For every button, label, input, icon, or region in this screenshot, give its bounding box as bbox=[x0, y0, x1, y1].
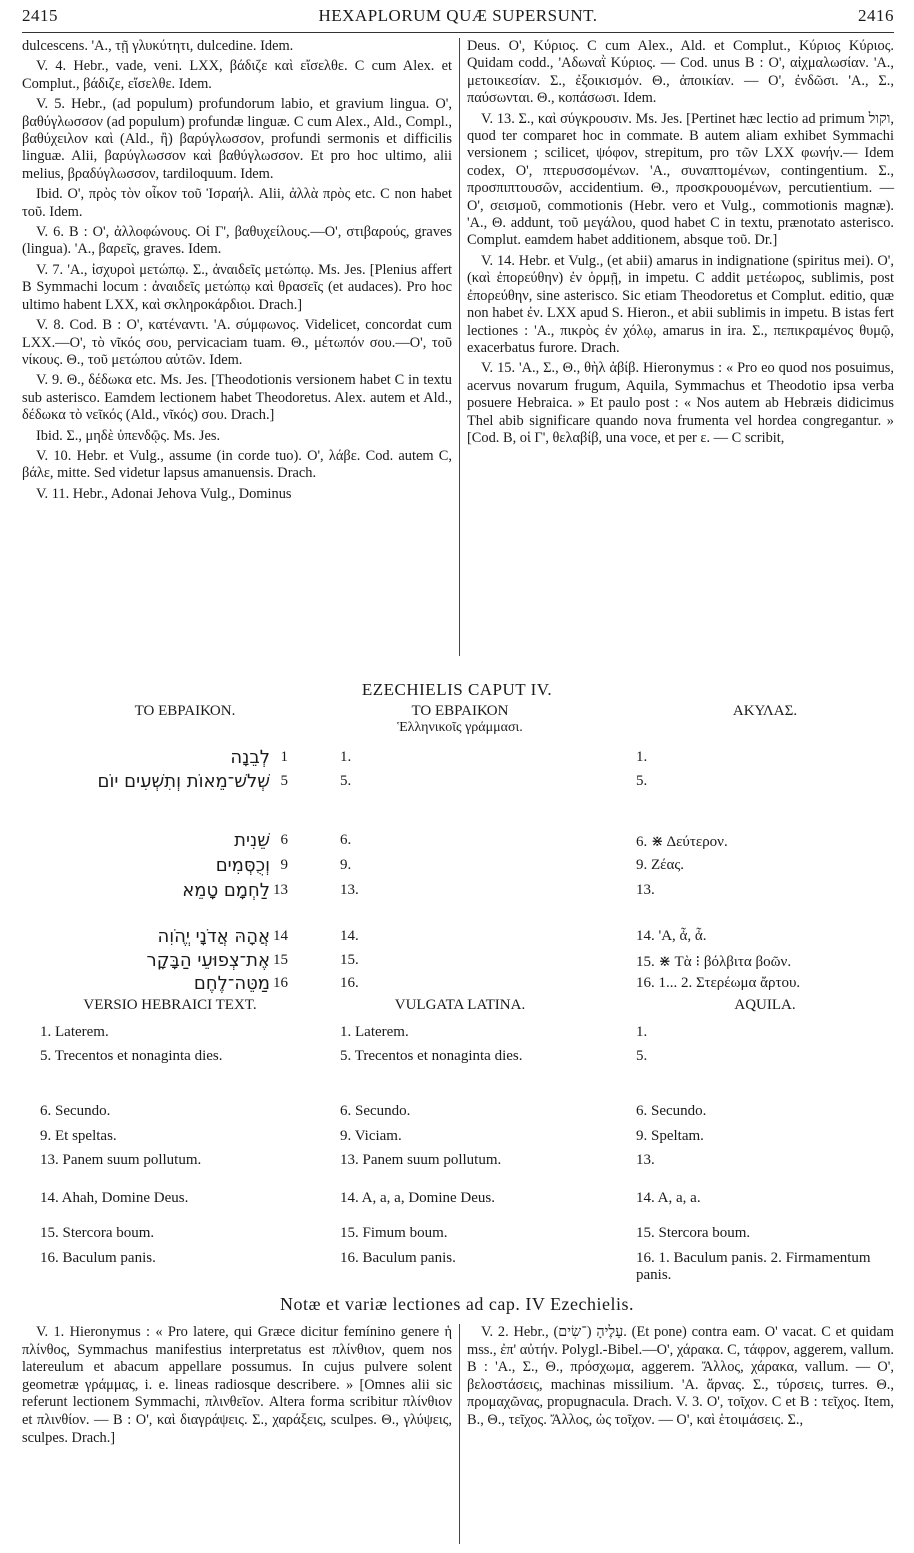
vulgate-cell: 9. Viciam. bbox=[340, 1128, 402, 1144]
table1-header-1: ΤΟ ΕΒΡΑΙΚΟΝ. bbox=[134, 703, 236, 719]
transliteration-cell: 16. bbox=[340, 975, 359, 991]
paragraph: V. 14. Hebr. et Vulg., (et abii) amarus in indignatione (spiritus mei). Ο', (καὶ ἐπορεύθην) ἐν ὁρμῇ, in impetu. C addit μετέωρος, sublimis, post ἐπορεύθην, sine asterisco. Sic etiam Theodoretus et Complut. editio, quæ non habet ἐν. LXX apud S. Hieron., et abii sublimis in impetu. B istas fert lectiones : 'Α., πικρὸς ἐν χόλῳ, amarus in ira. Σ., πεπικραμένος θυμῷ, exacerbatus furore. Drach. bbox=[467, 252, 894, 356]
paragraph: V. 6. B : Ο', ἀλλοφώνους. Οἱ Γ', βαθυχείλους.—Ο', στιβαρούς, graves (lingua). 'Α., βαρεῖς, graves. Idem. bbox=[22, 224, 452, 258]
vulgate-cell: 14. A, a, a, Domine Deus. bbox=[340, 1190, 495, 1206]
hebrew-word: לַחְמָם טָמֵא bbox=[182, 880, 270, 901]
left-column bbox=[22, 38, 452, 506]
running-title: HEXAPLORUM QUÆ SUPERSUNT. bbox=[318, 6, 598, 25]
verse-number: 1 bbox=[280, 749, 288, 765]
verse-number: 9 bbox=[280, 857, 288, 873]
page-number-right: 2416 bbox=[858, 6, 894, 25]
version-cell: 1. Laterem. bbox=[40, 1024, 109, 1040]
transliteration-cell: 1. bbox=[340, 749, 352, 765]
running-header bbox=[22, 6, 894, 30]
verse-number: 6 bbox=[280, 832, 288, 848]
version-cell: 6. Secundo. bbox=[40, 1103, 111, 1119]
verse-number: 15 bbox=[273, 952, 288, 968]
version-cell: 16. Baculum panis. bbox=[40, 1250, 156, 1266]
paragraph: V. 15. 'Α., Σ., Θ., θὴλ ἀβίβ. Hieronymus : « Pro eo quod nos posuimus, acervus novarum frugum, Aquila, Symmachus et Theodotio ipsa verba posuere Hebraica. » Et paulo post : « Nos autem ab Hebræis didicimus Thel abib significare quando nova frumenta vel hordea congregantur. » [Cod. B, οἱ Γ', θελαβίβ, una voce, et per ε. — C scribit, bbox=[467, 360, 894, 446]
transliteration-cell: 6. bbox=[340, 832, 352, 848]
paragraph: V. 2. Hebr., עָלֶיהָ (־שִׂים). (Et pone) contra eam. Ο' vacat. C et quidam mss., ἐπ' αὐτήν. Polygl.-Bibel.—Ο', χάρακα. C, τάφρον, aggerem, vallum. B : 'Α., Σ., Θ., πρόσχωμα, aggerem. Ἄλλος, χάρακα, vallum. — Ο', βελοστάσεις, machinas missilium. 'Α. ἄρνας. Σ., τύρσεις, turres. Θ., προμαχῶνας, propugnacula. Drach. V. 3. Ο', τοῖχον. C et B : τεῖχος. Item, B., Θ., τεῖχος. Ἄλλος, ὡς τοῖχον. — Ο', καὶ ἑτοιμάσεις. Σ., bbox=[467, 1324, 895, 1428]
transliteration-cell: 15. bbox=[340, 952, 359, 968]
hebrew-word: מַטֵּה־לֶחֶם bbox=[193, 973, 270, 994]
aquila-cell: 9. Speltam. bbox=[636, 1128, 704, 1144]
header-subtitle: Ἑλληνικοῖς γράμμασι. bbox=[397, 720, 523, 735]
aquila-cell: 14. A, a, a. bbox=[636, 1190, 701, 1206]
paragraph: V. 1. Hieronymus : « Pro latere, qui Græce dicitur femínino genere ἡ πλίνθος, Symmachus manifestius interpretatus est πλίνθιον, quem nos latereulum et abacum appellare possumus. In cujus pulvere solent geometræ γράμμας, i. e. lineas radiosque describere. » [Omnes alii sic referunt lectionem Symmachi, πλινθεῖον. Altera forma scribitur πλίνθιον et πλινθίον. — B : Ο', καὶ διαγράψεις. Σ., χαράξεις, sculpes. Θ., γλύψεις, sculpes. Drach.] bbox=[22, 1324, 452, 1446]
paragraph: Ibid. Σ., μηδὲ ὑπενδῷς. Ms. Jes. bbox=[36, 427, 221, 444]
aquila-cell: 13. bbox=[636, 882, 655, 898]
hebrew-word: לְבֵנָה bbox=[230, 747, 270, 768]
version-cell: 14. Ahah, Domine Deus. bbox=[40, 1190, 189, 1206]
transliteration-cell: 9. bbox=[340, 857, 352, 873]
aquila-cell: 5. bbox=[636, 1048, 648, 1064]
aquila-cell: 15. Stercora boum. bbox=[636, 1225, 751, 1241]
verse-number: 16 bbox=[273, 975, 288, 991]
aquila-cell: 5. bbox=[636, 773, 648, 789]
aquila-cell: 9. Ζέας. bbox=[636, 857, 685, 873]
column-divider bbox=[459, 1324, 460, 1544]
notes-right-column bbox=[467, 1324, 894, 1430]
hebrew-word: וְכֻסְּמִים bbox=[215, 855, 270, 876]
paragraph: V. 13. Σ., καὶ σύγκρουσιν. Ms. Jes. [Pertinet hæc lectio ad primum וקול, quod ter comparet hoc in commate. B autem aliam exhibet Symmachi versionem ; scilicet, ψόφον, strepitum, pro τῶν LXX φωνήν.— Idem codex, Ο', πτερυσσομένων. 'Α., συναπτομένων, contingentium. Σ., προσπιπτουσῶν, accidentium. Θ., προσκρουομένων, percutientium. — Ο', σεισμοῦ, commotionis (Hebr. vero et Vulg., commotionis magnæ). 'Α., Θ. addunt, τοῦ μεγάλου, quod habet C in textu, prænotato asterisco. Complut. eamdem habet additionem, absque τοῦ. Dr.] bbox=[467, 110, 894, 249]
paragraph: Ibid. Ο', πρὸς τὸν οἶκον τοῦ Ἰσραήλ. Alii, ἀλλὰ πρὸς etc. C non habet τοῦ. Idem. bbox=[22, 186, 452, 220]
table1-header-2 bbox=[330, 703, 590, 736]
aquila-cell: 1. bbox=[636, 1024, 648, 1040]
transliteration-cell: 14. bbox=[340, 928, 359, 944]
aquila-cell: 15. ⋇ Τὰ ⁝ βόλβιτα βοῶν. bbox=[636, 954, 792, 970]
header-rule bbox=[22, 32, 894, 33]
version-cell: 5. Trecentos et nonaginta dies. bbox=[40, 1048, 223, 1064]
verse-number: 14 bbox=[273, 928, 288, 944]
vulgate-cell: 15. Fimum boum. bbox=[340, 1225, 448, 1241]
vulgate-cell: 5. Trecentos et nonaginta dies. bbox=[340, 1048, 523, 1064]
notes-title: Notæ et variæ lectiones ad cap. IV Ezechielis. bbox=[279, 1294, 635, 1314]
paragraph: V. 5. Hebr., (ad populum) profundorum labio, et gravium lingua. Ο', βαθύγλωσσον (ad populum) profundæ linguæ. C cum Alex., Ald., Compl., βαθύχειλον καὶ (Ald., ἢ) βαρύγλωσσον, profundi sermonis et difficilis linguæ. Alii, βαρύγλωσσον καὶ βαθύγλωσσον. Et pro hoc ultimo, alii melius, βραδύγλωσσον, tardiloquum. Idem. bbox=[22, 96, 452, 182]
table2-header-2: VULGATA LATINA. bbox=[394, 997, 526, 1013]
vulgate-cell: 1. Laterem. bbox=[340, 1024, 409, 1040]
page-number-left: 2415 bbox=[22, 6, 58, 25]
aquila-cell: 1. bbox=[636, 749, 648, 765]
aquila-cell: 14. 'Α, ἆ, ἆ. bbox=[636, 928, 707, 944]
aquila-cell: 16. 1. Baculum panis. 2. Firmamentum panis. bbox=[636, 1250, 871, 1283]
paragraph: V. 9. Θ., δέδωκα etc. Ms. Jes. [Theodotionis versionem habet C in textu sub asterisco. Eamdem lectionem habet Theodoretus. Alex. autem et Ald., δέδωκα τὸ νεῖκός (Ald., νῖκός) σου. Drach.] bbox=[22, 372, 452, 424]
table2-header-1: VERSIO HEBRAICI TEXT. bbox=[83, 997, 257, 1013]
paragraph: V. 11. Hebr., Adonai Jehova Vulg., Dominus bbox=[36, 485, 292, 502]
version-cell: 15. Stercora boum. bbox=[40, 1225, 155, 1241]
hebrew-word: שְׁלשׁ־מֵאוֹת וְתִשְׁעִים יוֹם bbox=[97, 771, 270, 792]
aquila-cell: 6. ⋇ Δεύτερον. bbox=[636, 834, 728, 850]
notes-left-column bbox=[22, 1324, 452, 1447]
table1-header-3: ΑΚΥΛΑΣ. bbox=[732, 703, 798, 719]
hebrew-word: שֵׁנִית bbox=[234, 830, 270, 851]
paragraph: V. 8. Cod. B : Ο', κατέναντι. 'Α. σύμφωνος. Videlicet, concordat cum LXX.—Ο', τὸ νῖκός σου, pervicaciam tuam. Θ., μέτωπόν σου.—Ο', τοῦ νίκους. Θ., τοῦ μετώπου αὐτῶν. Idem. bbox=[22, 317, 452, 368]
aquila-cell: 13. bbox=[636, 1152, 655, 1168]
version-cell: 13. Panem suum pollutum. bbox=[40, 1152, 202, 1168]
right-column bbox=[467, 38, 894, 450]
column-divider bbox=[459, 38, 460, 656]
vulgate-cell: 13. Panem suum pollutum. bbox=[340, 1152, 502, 1168]
header-text: ΤΟ ΕΒΡΑΙΚΟΝ bbox=[411, 703, 509, 719]
aquila-cell: 16. 1... 2. Στερέωμα ἄρτου. bbox=[636, 975, 801, 991]
verse-number: 5 bbox=[280, 773, 288, 789]
paragraph: dulcescens. 'Α., τῇ γλυκύτητι, dulcedine. Idem. bbox=[22, 38, 294, 54]
hebrew-word: אֲהָהּ אֲדֹנָי יֱהֹוִה bbox=[157, 926, 270, 947]
paragraph: Deus. Ο', Κύριος. C cum Alex., Ald. et Complut., Κύριος Κύριος. Quidam codd., 'Αδωναῒ Κύριος. — Cod. unus B : Ο', αἰχμαλωσίαν. 'Α., μετοικεσίαν. Σ., ἐξοικισμόν. Θ., ἀποικίαν. — Ο', ἐνδῶσι. 'Α., Σ., παύσωνται. Θ., κοπάσωσι. Idem. bbox=[467, 38, 894, 107]
paragraph: V. 10. Hebr. et Vulg., assume (in corde tuo). Ο', λάβε. Cod. autem C, βάλε, mitte. Sed videtur lapsus amanuensis. Drach. bbox=[22, 447, 452, 482]
table2-header-3: AQUILA. bbox=[734, 997, 796, 1013]
transliteration-cell: 13. bbox=[340, 882, 359, 898]
version-cell: 9. Et speltas. bbox=[40, 1128, 117, 1144]
vulgate-cell: 6. Secundo. bbox=[340, 1103, 411, 1119]
section-title: EZECHIELIS CAPUT IV. bbox=[361, 680, 553, 699]
transliteration-cell: 5. bbox=[340, 773, 352, 789]
verse-number: 13 bbox=[273, 882, 288, 898]
aquila-cell: 6. Secundo. bbox=[636, 1103, 707, 1119]
paragraph: V. 4. Hebr., vade, veni. LXX, βάδιζε καὶ εἴσελθε. C cum Alex. et Complut., βάδιζε, εἴσελθε. Idem. bbox=[22, 58, 452, 92]
hebrew-word: אֶת־צְפוּעֵי הַבָּקָר bbox=[146, 950, 270, 971]
vulgate-cell: 16. Baculum panis. bbox=[340, 1250, 456, 1266]
paragraph: V. 7. 'Α., ἰσχυροὶ μετώπῳ. Σ., ἀναιδεῖς μετώπῳ. Ms. Jes. [Plenius affert B Symmachi locum : ἀναιδεῖς μετώπῳ καὶ θρασεῖς (et audaces). Pro hoc ultimo habent LXX, καὶ σκληροκάρδιοι. Drach.] bbox=[22, 261, 452, 313]
